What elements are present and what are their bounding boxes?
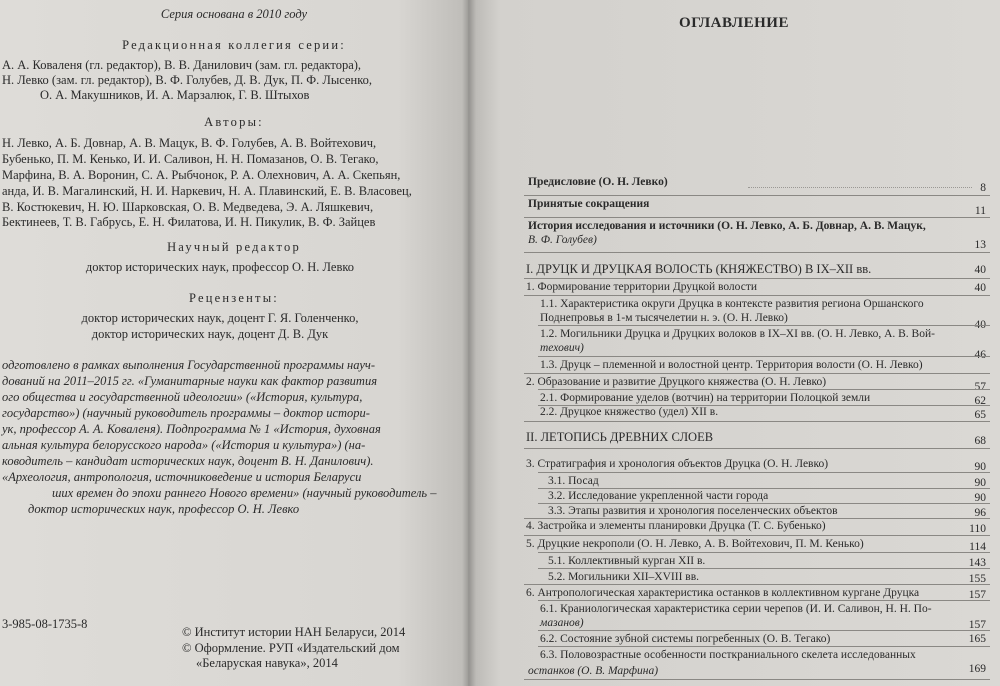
toc-entry: 3.3. Этапы развития и хронология поселенческих объектов	[548, 505, 838, 517]
toc-entry: 1.1. Характеристика округи Друцка в контексте развития региона Оршанского	[540, 298, 924, 310]
authors-line: Н. Левко, А. Б. Довнар, А. В. Мацук, В. Ф. Голубев, А. В. Войтехович,	[2, 136, 377, 150]
book-gutter	[462, 0, 476, 686]
toc-title: ОГЛАВЛЕНИЕ	[679, 15, 789, 31]
toc-entry-cont: техович)	[540, 342, 584, 354]
program-line: дований на 2011–2015 гг. «Гуманитарные науки как фактор развития	[2, 374, 378, 388]
toc-page: 157	[968, 619, 986, 631]
toc-page: 165	[968, 633, 986, 645]
toc-page: 143	[968, 557, 986, 569]
series-note: Серия основана в 2010 году	[160, 7, 308, 21]
toc-divider	[524, 535, 990, 536]
toc-page: 65	[974, 409, 986, 421]
board-line: О. А. Макушников, И. А. Марзалюк, Г. В. Штыхов	[40, 88, 310, 102]
copyright-line: © Оформление. РУП «Издательский дом	[182, 641, 400, 655]
toc-entry: 6.1. Краниологическая характеристика серии черепов (И. И. Саливон, Н. Н. По-	[540, 603, 932, 615]
toc-page: 110	[969, 523, 986, 535]
toc-entry-preface: Предисловие (О. Н. Левко)	[528, 176, 668, 188]
toc-entry: 1.2. Могильники Друцка и Друцких волоков в IX–XI вв. (О. Н. Левко, А. В. Вой-	[540, 328, 935, 340]
authors-heading: Авторы:	[204, 115, 264, 129]
toc-divider	[538, 325, 990, 326]
toc-entry-history: История исследования и источники (О. Н. Левко, А. Б. Довнар, А. В. Мацук,	[528, 220, 926, 232]
toc-page: 96	[974, 507, 986, 519]
toc-entry: 5.1. Коллективный курган XII в.	[548, 555, 706, 567]
toc-divider	[538, 630, 990, 631]
toc-page: 90	[974, 492, 986, 504]
toc-page: 155	[968, 573, 986, 585]
toc-entry: 3. Стратиграфия и хронология объектов Друцка (О. Н. Левко)	[526, 458, 829, 470]
toc-entry: 2. Образование и развитие Друцкого княжества (О. Н. Левко)	[526, 376, 827, 388]
toc-entry: 1.3. Друцк – племенной и волостной центр. Территория волости (О. Н. Левко)	[540, 359, 923, 371]
toc-part-2: II. ЛЕТОПИСЬ ДРЕВНИХ СЛОЕВ	[526, 430, 714, 444]
toc-entry-abbreviations: Принятые сокращения	[528, 198, 650, 210]
toc-divider	[538, 568, 990, 569]
toc-entry-history-cont: В. Ф. Голубев)	[528, 234, 597, 246]
toc-entry: 3.1. Посад	[548, 475, 599, 487]
toc-page: 8	[980, 182, 986, 194]
toc-page: 62	[974, 395, 986, 407]
toc-divider	[524, 373, 990, 374]
toc-divider	[538, 356, 990, 357]
toc-page: 11	[974, 205, 986, 217]
isbn: 3-985-08-1735-8	[2, 617, 88, 631]
toc-entry-cont: Поднепровья в 1-м тысячелетии н. э. (О. Н. Левко)	[540, 312, 788, 324]
program-line: ого общества и государственной идеологии» («История, культура,	[2, 390, 363, 404]
toc-entry: 6.3. Половозрастные особенности посткраниального скелета исследованных	[540, 649, 916, 661]
left-page	[0, 0, 468, 686]
toc-entry: 4. Застройка и элементы планировки Друцка (Т. С. Бубенько)	[526, 520, 826, 532]
authors-line: В. Костюкевич, Н. Ю. Шарковская, О. В. Медведева, Э. А. Ляшкевич,	[2, 200, 374, 214]
program-line: альная культура белорусского народа» («История и культура») (на-	[2, 438, 366, 452]
toc-divider	[524, 252, 990, 253]
toc-page: 157	[968, 589, 986, 601]
reviewer-line: доктор исторических наук, доцент Г. Я. Голенченко,	[81, 311, 359, 325]
toc-entry: 5. Друцкие некрополи (О. Н. Левко, А. В. Войтехович, П. М. Кенько)	[526, 538, 864, 550]
reviewer-line: доктор исторических наук, доцент Д. В. Дук	[91, 327, 329, 341]
toc-page: 90	[974, 461, 986, 473]
editor-line: доктор исторических наук, профессор О. Н. Левко	[85, 260, 355, 274]
toc-divider	[524, 421, 990, 422]
copyright-line: «Беларуская навука», 2014	[196, 656, 338, 670]
toc-divider	[538, 600, 990, 601]
toc-divider	[538, 472, 990, 473]
toc-page: 40	[974, 319, 986, 331]
toc-entry: 1. Формирование территории Друцкой волости	[526, 281, 757, 293]
toc-entry: 2.1. Формирование уделов (вотчин) на территории Полоцкой земли	[540, 392, 871, 404]
toc-page: 90	[974, 477, 986, 489]
program-line: ук, профессор А. А. Коваленя). Подпрограмма № 1 «История, духовная	[2, 422, 381, 436]
authors-line: анда, И. В. Магалинский, Н. И. Наркевич, Н. А. Плавинский, Е. В. Власовец,	[2, 184, 412, 198]
program-line: «Археология, антропология, источниковедение и история Беларуси	[2, 470, 362, 484]
right-page	[468, 0, 1000, 686]
toc-page: 13	[974, 239, 986, 251]
board-heading: Редакционная коллегия серии:	[122, 38, 346, 52]
toc-divider	[538, 389, 990, 390]
program-line: одготовлено в рамках выполнения Государственной программы науч-	[2, 358, 375, 372]
toc-page: 40	[974, 282, 986, 294]
reviewers-heading: Рецензенты:	[189, 291, 279, 305]
program-line: государство») (научный руководитель программы – доктор истори-	[2, 406, 370, 420]
toc-page: 169	[968, 663, 986, 675]
toc-part-1: I. ДРУЦК И ДРУЦКАЯ ВОЛОСТЬ (КНЯЖЕСТВО) В IX–XII вв.	[526, 262, 872, 276]
toc-entry-cont: мазанов)	[540, 617, 584, 629]
authors-line: Бектинеев, Т. В. Габрусь, Е. Н. Филатова, И. Н. Пикулик, В. Ф. Зайцев	[2, 215, 376, 229]
copyright-line: © Институт истории НАН Беларуси, 2014	[182, 625, 406, 639]
program-line: доктор исторических наук, профессор О. Н. Левко	[28, 502, 300, 516]
toc-entry: 6. Антропологическая характеристика останков в коллективном кургане Друцка	[526, 587, 920, 599]
authors-line: Марфина, В. А. Воронин, С. А. Рыбчонок, Р. А. Олехнович, А. А. Скепьян,	[2, 168, 401, 182]
board-line: Н. Левко (зам. гл. редактор), В. Ф. Голубев, Д. В. Дук, П. Ф. Лысенко,	[2, 73, 373, 87]
toc-entry: 5.2. Могильники XII–XVIII вв.	[548, 571, 700, 583]
toc-page: 114	[969, 541, 986, 553]
toc-page: 57	[974, 381, 986, 393]
program-line: ших времен до эпохи раннего Нового времени» (научный руководитель –	[52, 486, 437, 500]
toc-divider	[538, 552, 990, 553]
toc-page: 40	[974, 264, 986, 276]
toc-divider	[538, 646, 990, 647]
toc-divider	[524, 195, 990, 196]
program-line: ководитель – кандидат исторических наук, доцент В. Н. Данилович).	[2, 454, 374, 468]
toc-entry: 6.2. Состояние зубной системы погребенных (О. В. Тегако)	[540, 633, 831, 645]
toc-entry: 2.2. Друцкое княжество (удел) XII в.	[540, 406, 719, 418]
toc-divider	[524, 679, 990, 680]
toc-divider	[524, 217, 990, 218]
toc-entry-cont: останков (О. В. Марфина)	[528, 665, 659, 677]
toc-page: 46	[974, 349, 986, 361]
editor-heading: Научный редактор	[167, 240, 301, 254]
toc-entry: 3.2. Исследование укрепленной части города	[548, 490, 769, 502]
toc-divider	[524, 584, 990, 585]
toc-divider	[524, 448, 990, 449]
toc-page: 68	[974, 435, 986, 447]
authors-line: Бубенько, П. М. Кенько, И. И. Саливон, Н. Н. Помазанов, О. В. Тегако,	[2, 152, 379, 166]
board-line: А. А. Коваленя (гл. редактор), В. В. Данилович (зам. гл. редактора),	[2, 58, 362, 72]
toc-divider	[524, 295, 990, 296]
toc-leader	[748, 187, 972, 188]
toc-divider	[524, 278, 990, 279]
